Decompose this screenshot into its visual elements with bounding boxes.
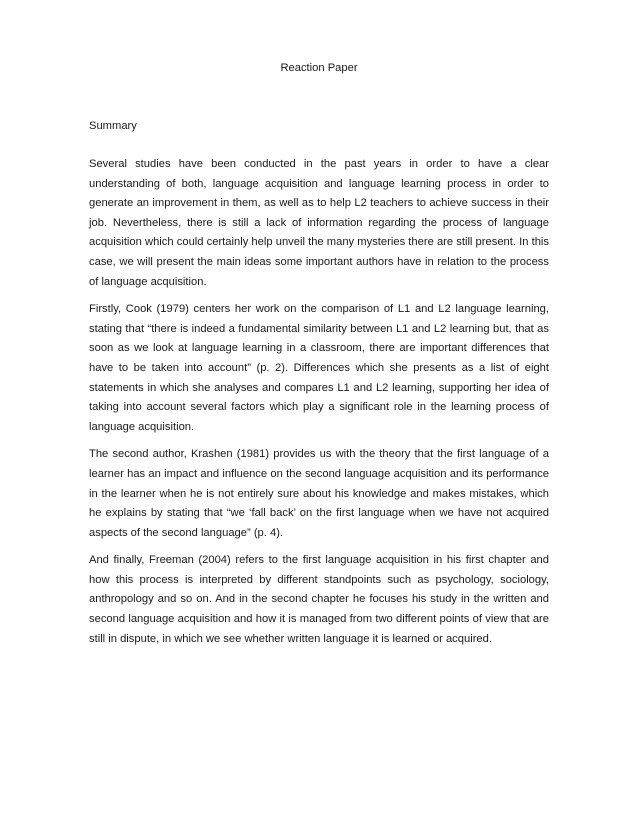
section-heading: Summary: [89, 120, 137, 132]
summary-body: [89, 155, 549, 657]
paragraph-intro: Several studies have been conducted in the past years in order to have a clear understanding of both, language acquisition and language learning process in order to generate an improvement in them, as well as to help L2 teachers to achieve success in their job. Nevertheless, there is still a lack of information regarding the process of language acquisition which could certainly help unveil the many mysteries there are still present. In this case, we will present the main ideas some important authors have in relation to the process of language acquisition.: [89, 158, 549, 288]
paragraph-cook: Firstly, Cook (1979) centers her work on the comparison of L1 and L2 language learning, stating that “there is indeed a fundamental similarity between L1 and L2 learning but, that as soon as we look at language learning in a classroom, there are important differences that have to be taken into account” (p. 2). Differences which she presents as a list of eight statements in which she analyses and compares L1 and L2 learning, supporting her idea of taking into account several factors which play a significant role in the learning process of language acquisition.: [89, 303, 549, 433]
paragraph-krashen: The second author, Krashen (1981) provides us with the theory that the first language of a learner has an impact and influence on the second language acquisition and its performance in the learner when he is not entirely sure about his knowledge and makes mistakes, which he explains by stating that “we ‘fall back’ on the first language when we have not acquired aspects of the second language” (p. 4).: [89, 448, 549, 539]
document-title: Reaction Paper: [280, 62, 358, 74]
paragraph-freeman: And finally, Freeman (2004) refers to the first language acquisition in his first chapter and how this process is interpreted by different standpoints such as psychology, sociology, anthropology and so on. And in the second chapter he focuses his study in the written and second language acquisition and how it is managed from two different points of view that are still in dispute, in which we see whether written language it is learned or acquired.: [89, 554, 549, 645]
